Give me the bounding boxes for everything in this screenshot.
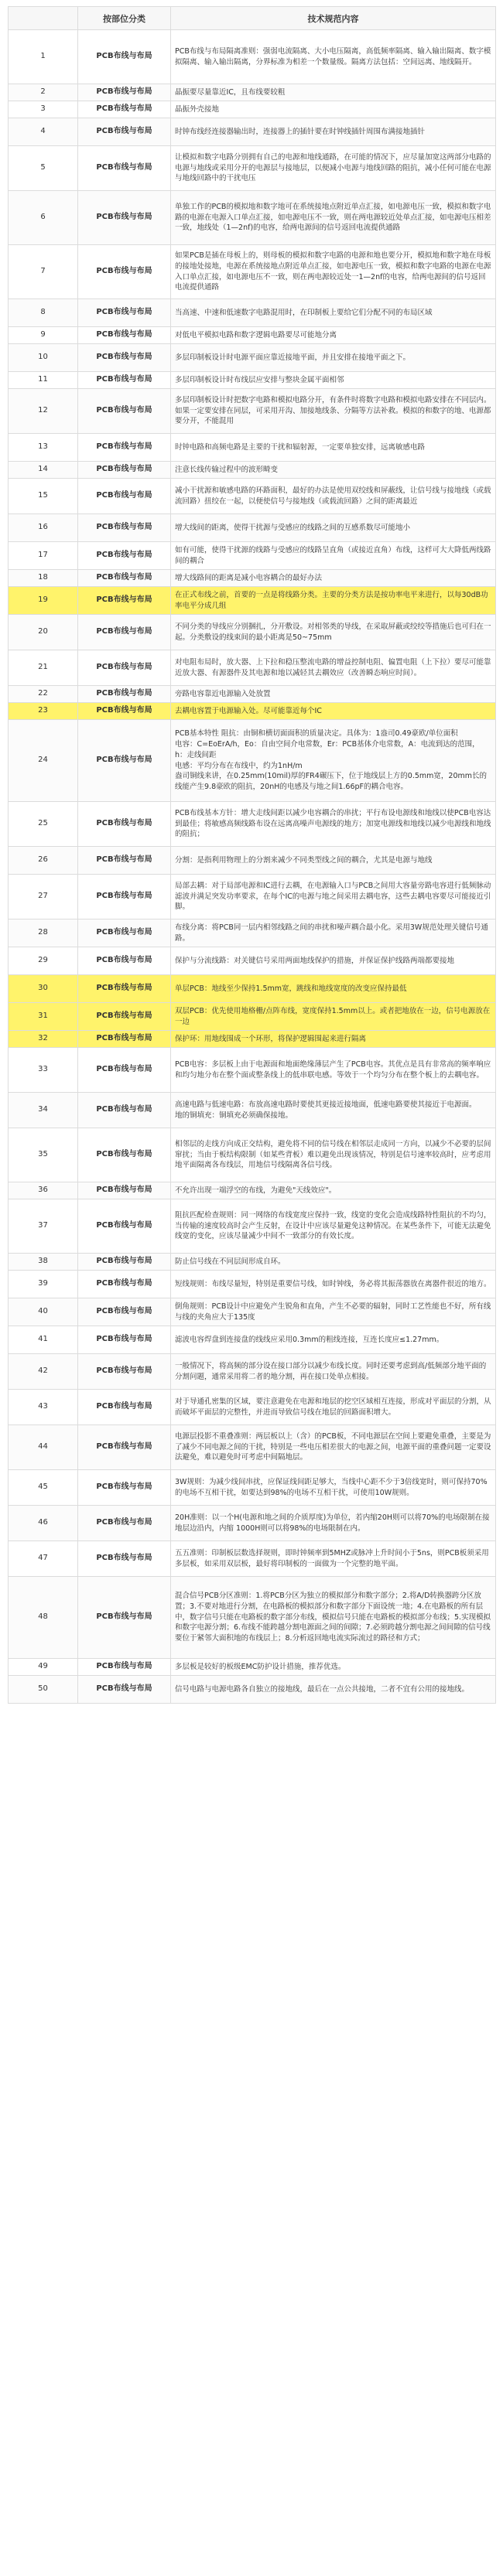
- table-row: [9, 615, 496, 650]
- row-category: PCB布线与布局: [78, 245, 171, 299]
- row-requirement: 晶振外壳接地: [171, 101, 496, 118]
- row-requirement: 20H准则：以一个H(电源和地之间的介质厚度)为单位，若内缩20H则可以将70%的电场限制在接地层边沿内，内缩 1000H则可以将98%的电场限制在内。: [171, 1506, 496, 1541]
- row-category: PCB布线与布局: [78, 1128, 171, 1182]
- row-requirement: 混合信号PCB分区准则：1.将PCB分区为独立的模拟部分和数字部分；2.将A/D转换器跨分区放置；3.不要对地进行分割，在电路板的模拟部分和数字部分下面设统一地；4.在电路板的所有层中，数字信号只能在电路板的数字部分布线，模拟信号只能在电路板的模拟部分布线；5.实现模拟和数字电源分割；6.布线不能跨越分割电源面之间的间隙；7.必须跨越分割电源之间间隙的信号线要位于紧邻大面积地的布线层上；8.分析返回地电流实际流过的路径和方式；: [171, 1577, 496, 1659]
- table-row: [9, 1199, 496, 1254]
- row-number: 21: [9, 650, 78, 686]
- row-number: 13: [9, 434, 78, 462]
- row-category: PCB布线与布局: [78, 1093, 171, 1128]
- row-number: 19: [9, 587, 78, 615]
- row-requirement: 时钟布线经连接器输出时，连接器上的插针要在时钟线插针周围布满接地插针: [171, 118, 496, 146]
- row-category: PCB布线与布局: [78, 1031, 171, 1048]
- row-requirement: 五五准则：印制板层数选择规则，即时钟频率到5MHZ或脉冲上升时间小于5ns，则PCB板须采用多层板，如采用双层板，最好将印制板的一面做为一个完整的地平面。: [171, 1541, 496, 1577]
- table-row: [9, 1577, 496, 1659]
- row-requirement: 当高速、中速和低速数字电路混用时，在印制板上要给它们分配不同的布局区域: [171, 299, 496, 327]
- row-category: PCB布线与布局: [78, 389, 171, 434]
- table-row: [9, 118, 496, 146]
- table-row: [9, 30, 496, 84]
- row-requirement: 3W规则：为减少线间串扰，应保证线间距足够大，当线中心距不少于3倍线宽时，则可保持70%的电场不互相干扰，如要达到98%的电场不互相干扰，可使用10W规则。: [171, 1470, 496, 1506]
- row-number: 1: [9, 30, 78, 84]
- row-requirement: 单层PCB：地线至少保持1.5mm宽，跳线和地线宽度的改变应保持最低: [171, 975, 496, 1003]
- table-row: [9, 1390, 496, 1425]
- table-row: [9, 975, 496, 1003]
- spec-table: [8, 6, 496, 1704]
- row-category: PCB布线与布局: [78, 146, 171, 191]
- row-category: PCB布线与布局: [78, 650, 171, 686]
- table-row: [9, 875, 496, 920]
- row-category: PCB布线与布局: [78, 703, 171, 720]
- table-row: [9, 434, 496, 462]
- row-number: 28: [9, 920, 78, 947]
- row-number: 49: [9, 1659, 78, 1676]
- row-requirement: 双层PCB：优先使用地格栅/点阵布线，宽度保持1.5mm以上。或者把地放在一边，信号电源放在一边: [171, 1003, 496, 1031]
- table-row: [9, 847, 496, 875]
- row-requirement: 保护环：用地线围成一个环形，将保护逻辑围起来进行隔离: [171, 1031, 496, 1048]
- row-category: PCB布线与布局: [78, 947, 171, 975]
- table-row: [9, 462, 496, 479]
- row-category: PCB布线与布局: [78, 1271, 171, 1298]
- row-category: PCB布线与布局: [78, 30, 171, 84]
- row-requirement: 阻抗匹配检查规则：同一网络的布线宽度应保持一致，线宽的变化会造成线路特性阻抗的不均匀，当传输的速度较高时会产生反射，在设计中应该尽量避免这种情况。在某些条件下，可能无法避免线宽的变化，应该尽量减少中间不一致部分的有效长度。: [171, 1199, 496, 1254]
- row-number: 16: [9, 514, 78, 542]
- row-category: PCB布线与布局: [78, 1577, 171, 1659]
- row-requirement: 减小干扰源和敏感电路的环路面积，最好的办法是使用双绞线和屏蔽线，让信号线与接地线（或载流回路）扭绞在一起，以便使信号与接地线（或载流回路）之间的距离最近: [171, 479, 496, 514]
- row-number: 6: [9, 191, 78, 245]
- table-row: [9, 1128, 496, 1182]
- row-number: 8: [9, 299, 78, 327]
- row-requirement: 防止信号线在不同层间形成自环。: [171, 1254, 496, 1271]
- table-row: [9, 650, 496, 686]
- row-number: 14: [9, 462, 78, 479]
- row-requirement: PCB布线基本方针：增大走线间距以减少电容耦合的串扰；平行布设电源线和地线以使PCB电容达到最佳；将敏感高频线路布设在远离高噪声电源线的地方；加宽电源线和地线以减少电源线和地线的阻抗；: [171, 802, 496, 847]
- index-header: [9, 7, 78, 30]
- row-requirement: 增大线间的距离，使得干扰源与受感应的线路之间的互感系数尽可能地小: [171, 514, 496, 542]
- row-category: PCB布线与布局: [78, 1676, 171, 1704]
- row-category: PCB布线与布局: [78, 615, 171, 650]
- row-category: PCB布线与布局: [78, 1254, 171, 1271]
- row-category: PCB布线与布局: [78, 101, 171, 118]
- table-row: [9, 1326, 496, 1354]
- row-category: PCB布线与布局: [78, 686, 171, 703]
- row-number: 45: [9, 1470, 78, 1506]
- row-number: 30: [9, 975, 78, 1003]
- row-number: 10: [9, 344, 78, 372]
- row-number: 35: [9, 1128, 78, 1182]
- row-requirement: 对于导通孔密集的区域，要注意避免在电源和地层的挖空区域相互连接，形成对平面层的分割，从而破坏平面层的完整性，并进而导致信号线在地层的回路面积增大。: [171, 1390, 496, 1425]
- row-number: 38: [9, 1254, 78, 1271]
- row-number: 31: [9, 1003, 78, 1031]
- row-category: PCB布线与布局: [78, 118, 171, 146]
- row-category: PCB布线与布局: [78, 372, 171, 389]
- row-category: PCB布线与布局: [78, 802, 171, 847]
- row-requirement: 多层印制板设计时布线层应安排与整块金属平面相邻: [171, 372, 496, 389]
- row-category: PCB布线与布局: [78, 327, 171, 344]
- row-number: 50: [9, 1676, 78, 1704]
- row-requirement: 如果PCB是插在母板上的，则母板的模拟和数字电路的电源和地也要分开，模拟地和数字地在母板的接地处接地，电源在系统接地点附近单点汇接，如电源电压一致，模拟和数字电路的电源在电源入口单点汇接，如电源电压不一致，则在两电源较近处一1—2nf的电容，给两电源间的信号返回电流提供通路: [171, 245, 496, 299]
- row-number: 24: [9, 720, 78, 802]
- row-number: 44: [9, 1425, 78, 1470]
- row-number: 29: [9, 947, 78, 975]
- row-category: PCB布线与布局: [78, 542, 171, 570]
- table-row: [9, 372, 496, 389]
- row-requirement: 对电阻布局时，放大器、上下拉和稳压整流电路的增益控制电阻、偏置电阻（上下拉）要尽可能靠近放大器、有源器件及其电源和地以减轻其去耦效应（改善瞬态响应时间）。: [171, 650, 496, 686]
- row-category: PCB布线与布局: [78, 191, 171, 245]
- row-requirement: 布线分离：将PCB同一层内相邻线路之间的串扰和噪声耦合最小化。采用3W规范处理关键信号通路。: [171, 920, 496, 947]
- row-requirement: 短线规则：布线尽量短，特别是重要信号线，如时钟线，务必将其振荡器放在离器件很近的地方。: [171, 1271, 496, 1298]
- row-number: 40: [9, 1298, 78, 1326]
- row-category: PCB布线与布局: [78, 570, 171, 587]
- table-row: [9, 1541, 496, 1577]
- row-category: PCB布线与布局: [78, 1199, 171, 1254]
- row-category: PCB布线与布局: [78, 1470, 171, 1506]
- table-row: [9, 1298, 496, 1326]
- row-number: 41: [9, 1326, 78, 1354]
- table-row: [9, 1182, 496, 1199]
- row-requirement: 增大线路间的距离是减小电容耦合的最好办法: [171, 570, 496, 587]
- row-requirement: 分割：是指利用物理上的分割来减少不同类型线之间的耦合，尤其是电源与地线: [171, 847, 496, 875]
- row-number: 15: [9, 479, 78, 514]
- table-row: [9, 479, 496, 514]
- row-number: 23: [9, 703, 78, 720]
- row-number: 12: [9, 389, 78, 434]
- table-row: [9, 1354, 496, 1390]
- row-number: 17: [9, 542, 78, 570]
- row-number: 18: [9, 570, 78, 587]
- row-requirement: 单独工作的PCB的模拟地和数字地可在系统接地点附近单点汇接，如电源电压一致，模拟和数字电路的电源在电源入口单点汇接，如电源电压不一致，则在两电源较近处单点汇接，如电源电压相差一致，地线处（1—2nf)的电容，给两电源间的信号返回电流提供通路: [171, 191, 496, 245]
- row-requirement: 高速电路与低速电路：布放高速电路时要使其更接近接地面，低速电路要使其接近于电源面。 地的铜填充：铜填充必须确保接地。: [171, 1093, 496, 1128]
- table-row: [9, 299, 496, 327]
- table-row: [9, 1048, 496, 1093]
- row-number: 22: [9, 686, 78, 703]
- row-category: PCB布线与布局: [78, 875, 171, 920]
- row-requirement: 对低电平模拟电路和数字逻辑电路要尽可能地分离: [171, 327, 496, 344]
- row-requirement: 信号电路与电源电路各自独立的接地线，最后在一点公共接地，二者不宜有公用的接地线。: [171, 1676, 496, 1704]
- row-requirement: 电源层投影不重叠准则：两层板以上（含）的PCB板，不同电源层在空间上要避免重叠，主要是为了减少不同电源之间的干扰，特别是一些电压相差很大的电源之间，电源平面的重叠问题一定要设法避免，难以避免时可考虑中间隔地层。: [171, 1425, 496, 1470]
- row-requirement: PCB电容：多层板上由于电源面和地面绝缘薄层产生了PCB电容。其优点是具有非常高的频率响应和均匀地分布在整个面或整条线上的低串联电感。等效于一个均匀分布在整个板上的去耦电容。: [171, 1048, 496, 1093]
- table-row: [9, 514, 496, 542]
- row-requirement: 保护与分流线路：对关键信号采用两面地线保护的措施，并保证保护线路两端都要接地: [171, 947, 496, 975]
- table-row: [9, 1003, 496, 1031]
- header-row: [9, 7, 496, 30]
- row-requirement: 不允许出现一端浮空的布线，为避免"天线效应"。: [171, 1182, 496, 1199]
- table-row: [9, 1506, 496, 1541]
- row-category: PCB布线与布局: [78, 462, 171, 479]
- table-row: [9, 1031, 496, 1048]
- table-row: [9, 389, 496, 434]
- row-number: 7: [9, 245, 78, 299]
- table-row: [9, 84, 496, 101]
- table-row: [9, 947, 496, 975]
- row-requirement: 滤波电容焊盘到连接盘的线线应采用0.3mm的粗线连接，互连长度应≤1.27mm。: [171, 1326, 496, 1354]
- row-number: 25: [9, 802, 78, 847]
- row-requirement: 让模拟和数字电路分别拥有自己的电源和地线通路，在可能的情况下，应尽量加宽这两部分电路的电源与地线或采用分开的电源层与接地层，以便减小电源与地线回路的阻抗，减小任何可能在电源与地线回路中的干扰电压: [171, 146, 496, 191]
- table-row: [9, 587, 496, 615]
- row-number: 9: [9, 327, 78, 344]
- row-requirement: 旁路电容靠近电源输入处放置: [171, 686, 496, 703]
- row-number: 33: [9, 1048, 78, 1093]
- table-row: [9, 191, 496, 245]
- row-category: PCB布线与布局: [78, 920, 171, 947]
- table-row: [9, 1093, 496, 1128]
- row-number: 39: [9, 1271, 78, 1298]
- row-requirement: 多层印制板设计时把数字电路和模拟电路分开，有条件时将数字电路和模拟电路安排在不同层内。如果一定要安排在同层，可采用开沟、加接地线条、分隔等方法补救。模拟的和数字的地、电源都要分开，不能混用: [171, 389, 496, 434]
- table-header: [9, 7, 496, 30]
- table-row: [9, 703, 496, 720]
- row-requirement: 一般情况下，将高频的部分设在接口部分以减少布线长度。同时还要考虑到高/低频部分地平面的分割问题，通常采用将二者的地分割，再在接口处单点相接。: [171, 1354, 496, 1390]
- row-category: PCB布线与布局: [78, 1390, 171, 1425]
- row-category: PCB布线与布局: [78, 514, 171, 542]
- row-number: 4: [9, 118, 78, 146]
- table-row: [9, 570, 496, 587]
- row-category: PCB布线与布局: [78, 479, 171, 514]
- requirement-header: 技术规范内容: [171, 7, 496, 30]
- row-category: PCB布线与布局: [78, 1354, 171, 1390]
- table-row: [9, 1254, 496, 1271]
- row-requirement: 倒角规则：PCB设计中应避免产生锐角和直角，产生不必要的辐射，同时工艺性能也不好，所有线与线的夹角应大于135度: [171, 1298, 496, 1326]
- row-requirement: 多层板是较好的板级EMC防护设计措施，推荐优选。: [171, 1659, 496, 1676]
- row-number: 43: [9, 1390, 78, 1425]
- row-requirement: 晶振要尽量靠近IC，且布线要较粗: [171, 84, 496, 101]
- table-row: [9, 101, 496, 118]
- table-row: [9, 802, 496, 847]
- row-requirement: 相邻层的走线方向成正交结构，避免将不同的信号线在相邻层走成同一方向，以减少不必要的层间窜扰；当由于板结构限制（如某些背板）难以避免出现该情况，特别是信号速率较高时，应考虑用地平面隔离各布线层，用地信号线隔离各信号线。: [171, 1128, 496, 1182]
- row-category: PCB布线与布局: [78, 1326, 171, 1354]
- table-row: [9, 686, 496, 703]
- row-category: PCB布线与布局: [78, 299, 171, 327]
- row-category: PCB布线与布局: [78, 975, 171, 1003]
- row-requirement: 去耦电容置于电源输入处。尽可能靠近每个IC: [171, 703, 496, 720]
- row-category: PCB布线与布局: [78, 1182, 171, 1199]
- row-category: PCB布线与布局: [78, 847, 171, 875]
- table-row: [9, 1676, 496, 1704]
- row-category: PCB布线与布局: [78, 434, 171, 462]
- category-header: 按部位分类: [78, 7, 171, 30]
- table-row: [9, 344, 496, 372]
- table-row: [9, 1425, 496, 1470]
- row-category: PCB布线与布局: [78, 1048, 171, 1093]
- row-number: 20: [9, 615, 78, 650]
- row-requirement: 时钟电路和高频电路是主要的干扰和辐射源，一定要单独安排，远离敏感电路: [171, 434, 496, 462]
- row-requirement: 如有可能，使得干扰源的线路与受感应的线路呈直角（或接近直角）布线，这样可大大降低两线路间的耦合: [171, 542, 496, 570]
- row-number: 47: [9, 1541, 78, 1577]
- row-number: 11: [9, 372, 78, 389]
- row-category: PCB布线与布局: [78, 587, 171, 615]
- row-requirement: PCB基本特性 阻抗：由铜和横切面面积的质量决定。具体为：1盎司0.49豪欧/单位面积 电容：C=EoErA/h，Eo：自由空间介电常数，Er：PCB基体介电常数，A：电流到达的范围，h：走线间距 电感：平均分布在布线中，约为1nH/m 盎司铜线来讲，在0.25mm(10mil)厚的FR4碾压下，位于地线层上方的0.5mm宽，20mm长的线能产生9.8豪欧的阻抗，20nH的电感及与地之间1.66pF的耦合电容。: [171, 720, 496, 802]
- row-number: 42: [9, 1354, 78, 1390]
- table-row: [9, 1659, 496, 1676]
- row-requirement: 在正式布线之前，首要的一点是将线路分类。主要的分类方法是按功率电平来进行，以每30dB功率电平分成几组: [171, 587, 496, 615]
- row-requirement: 注意长线传输过程中的波形畸变: [171, 462, 496, 479]
- row-category: PCB布线与布局: [78, 720, 171, 802]
- row-category: PCB布线与布局: [78, 84, 171, 101]
- table-row: [9, 1271, 496, 1298]
- row-requirement: 局部去耦：对于局部电源和IC进行去耦，在电源输入口与PCB之间用大容量旁路电容进行低频脉动滤波并满足突发功率要求，在每个IC的电源与地之间采用去耦电容，这些去耦电容要尽可能接近引脚。: [171, 875, 496, 920]
- row-category: PCB布线与布局: [78, 1298, 171, 1326]
- row-category: PCB布线与布局: [78, 1506, 171, 1541]
- row-number: 48: [9, 1577, 78, 1659]
- row-requirement: 不同分类的导线应分别捆扎，分开敷设。对相邻类的导线，在采取屏蔽或绞绞等措施后也可归在一起。分类敷设的线束间的最小距离是50~75mm: [171, 615, 496, 650]
- row-number: 37: [9, 1199, 78, 1254]
- row-category: PCB布线与布局: [78, 1003, 171, 1031]
- table-row: [9, 245, 496, 299]
- table-row: [9, 920, 496, 947]
- row-number: 32: [9, 1031, 78, 1048]
- table-row: [9, 542, 496, 570]
- row-number: 46: [9, 1506, 78, 1541]
- row-number: 36: [9, 1182, 78, 1199]
- table-row: [9, 146, 496, 191]
- row-category: PCB布线与布局: [78, 344, 171, 372]
- row-number: 26: [9, 847, 78, 875]
- table-row: [9, 1470, 496, 1506]
- row-number: 5: [9, 146, 78, 191]
- row-number: 3: [9, 101, 78, 118]
- row-number: 2: [9, 84, 78, 101]
- row-number: 27: [9, 875, 78, 920]
- row-category: PCB布线与布局: [78, 1659, 171, 1676]
- row-category: PCB布线与布局: [78, 1541, 171, 1577]
- row-category: PCB布线与布局: [78, 1425, 171, 1470]
- table-body: [9, 30, 496, 1704]
- row-number: 34: [9, 1093, 78, 1128]
- row-requirement: 多层印制板设计时电源平面应靠近接地平面，并且安排在接地平面之下。: [171, 344, 496, 372]
- table-row: [9, 327, 496, 344]
- row-requirement: PCB布线与布局隔离准则：强弱电流隔离、大小电压隔离，高低频率隔离、输入输出隔离、数字模拟隔离、输入输出隔离，分界标准为相差一个数量级。隔离方法包括：空间远离、地线隔开。: [171, 30, 496, 84]
- table-row: [9, 720, 496, 802]
